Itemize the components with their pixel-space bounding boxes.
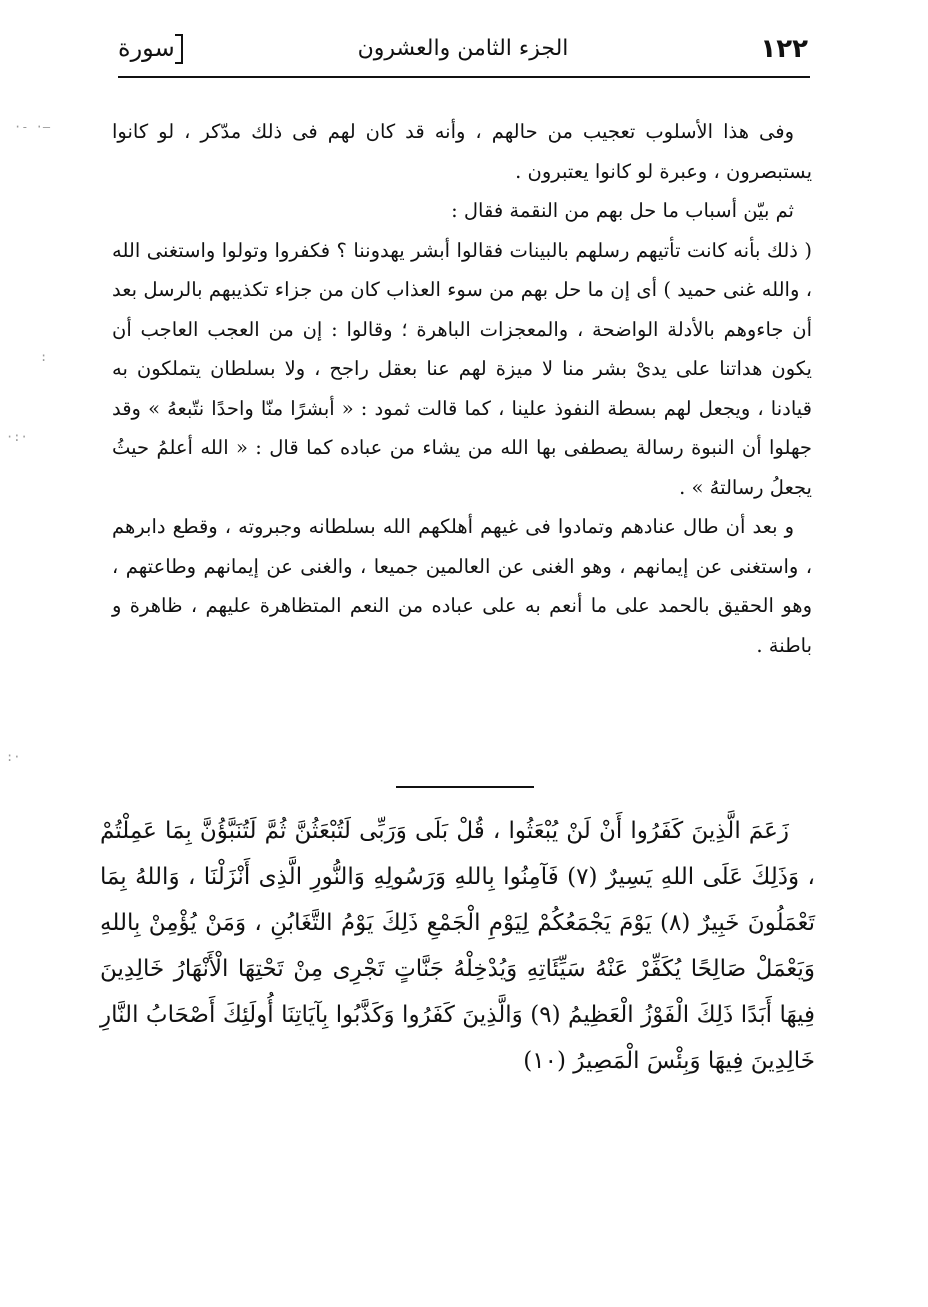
quran-verses [100,808,815,1084]
surah-label-text: سورة [118,34,175,62]
page-header [118,30,808,74]
section-divider [396,786,534,788]
margin-speck: ·:· [6,430,28,444]
header-rule [118,76,810,78]
commentary-paragraph: ثم بيّن أسباب ما حل بهم من النقمة فقال : [451,199,794,222]
margin-speck: : [40,350,48,364]
commentary-paragraph: و بعد أن طال عنادهم وتمادوا فى غيهم أهلكهم الله بسلطانه وجبروته ، وقطع دابرهم ، واستغنى عن إيمانهم ، وهو الغنى عن العالمين جميعا ، والغنى عن إيمانهم وطاعتهم ، وهو الحقيق بالحمد على ما أنعم به على عباده من النعم المتظاهرة عليهم ، ظاهرة و باطنة . [112,515,812,657]
verses-paragraph: زَعَمَ الَّذِينَ كَفَرُوا أَنْ لَنْ يُبْعَثُوا ، قُلْ بَلَى وَرَبِّى لَتُبْعَثُنَّ ثُمَّ لَتُنَبَّؤُنَّ بِمَا عَمِلْتُمْ ، وَذَلِكَ عَلَى اللهِ يَسِيرٌ (٧) فَآمِنُوا بِاللهِ وَرَسُولِهِ وَالنُّورِ الَّذِى أَنْزَلْنَا ، وَاللهُ بِمَا تَعْمَلُونَ خَبِيرٌ (٨) يَوْمَ يَجْمَعُكُمْ لِيَوْمِ الْجَمْعِ ذَلِكَ يَوْمُ التَّغَابُنِ ، وَمَنْ يُؤْمِنْ بِاللهِ وَيَعْمَلْ صَالِحًا يُكَفِّرْ عَنْهُ سَيِّئَاتِهِ وَيُدْخِلْهُ جَنَّاتٍ تَجْرِى مِنْ تَحْتِهَا الْأَنْهَارُ خَالِدِينَ فِيهَا أَبَدًا ذَلِكَ الْفَوْزُ الْعَظِيمُ (٩) وَالَّذِينَ كَفَرُوا وَكَذَّبُوا بِآيَاتِنَا أُولَئِكَ أَصْحَابُ النَّارِ خَالِدِينَ فِيهَا وَبِئْسَ الْمَصِيرُ (١٠) [100,818,815,1074]
margin-speck: :· [6,750,21,764]
commentary-text [112,112,812,665]
commentary-paragraph: ( ذلك بأنه كانت تأتيهم رسلهم بالبينات فقالوا أبشر يهدوننا ؟ فكفروا وتولوا واستغنى الله ، والله غنى حميد ) أى إن ما حل بهم من سوء العذاب كان من جزاء تكذيبهم بالرسل بعد أن جاءوهم بالأدلة الواضحة ، والمعجزات الباهرة ؛ وقالوا : إن من العجب العاجب أن يكون هداتنا على يدىْ بشر منا لا ميزة لهم عنا بعقل راجح ، ولا بسلطان يتملكون به قيادنا ، ويجعل لهم بسطة النفوذ علينا ، كما قالت ثمود : « أبشرًا منّا واحدًا نتّبعهُ » وقد جهلوا أن النبوة رسالة يصطفى بها الله من يشاء من عباده كما قال : « الله أعلمُ حيثُ يجعلُ رسالتهُ » . [112,238,812,499]
commentary-paragraph: وفى هذا الأسلوب تعجيب من حالهم ، وأنه قد كان لهم فى ذلك مدّكر ، لو كانوا يستبصرون ، وعبرة لو كانوا يعتبرون . [112,120,812,183]
page-number: ١٢٢ [760,34,808,64]
bracket-glyph [175,34,183,64]
surah-label [118,34,187,64]
running-title: الجزء الثامن والعشرون [357,36,569,61]
margin-speck: ·- ·— [14,120,51,134]
